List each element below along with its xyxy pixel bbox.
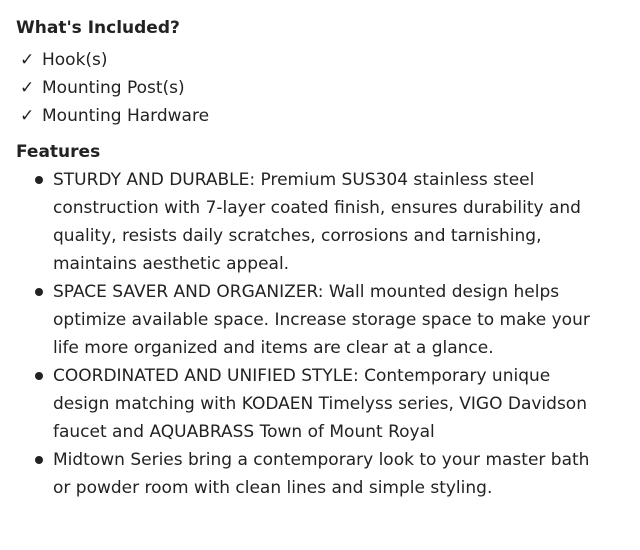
bullet-icon — [35, 288, 43, 296]
included-item — [16, 74, 624, 102]
included-item-label: Mounting Post(s) — [42, 78, 185, 98]
feature-text: SPACE SAVER AND ORGANIZER: Wall mounted design helps optimize available space. Increase storage space to make your life more organized and items are clear at a glance. — [53, 282, 590, 358]
bullet-icon — [35, 372, 43, 380]
checkmark-icon: ✓ — [20, 106, 35, 126]
feature-item — [16, 362, 624, 446]
included-item-label: Mounting Hardware — [42, 106, 210, 126]
feature-item — [16, 166, 624, 278]
feature-item — [16, 278, 624, 362]
included-item — [16, 46, 624, 74]
included-list — [16, 46, 624, 130]
feature-text: COORDINATED AND UNIFIED STYLE: Contemporary unique design matching with KODAEN Timelyss series, VIGO Davidson faucet and AQUABRASS Town of Mount Royal — [53, 366, 587, 442]
feature-text: STURDY AND DURABLE: Premium SUS304 stainless steel construction with 7-layer coated finish, ensures durability and quality, resists daily scratches, corrosions and tarnishing, maintains aesthetic appeal. — [53, 170, 581, 274]
included-heading: What's Included? — [16, 18, 180, 38]
included-item — [16, 102, 624, 130]
feature-item — [16, 446, 624, 502]
features-heading: Features — [16, 142, 101, 162]
bullet-icon — [35, 456, 43, 464]
features-list — [16, 166, 624, 502]
checkmark-icon: ✓ — [20, 78, 35, 98]
feature-text: Midtown Series bring a contemporary look to your master bath or powder room with clean lines and simple styling. — [53, 450, 590, 498]
checkmark-icon: ✓ — [20, 50, 35, 70]
included-item-label: Hook(s) — [42, 50, 108, 70]
bullet-icon — [35, 176, 43, 184]
